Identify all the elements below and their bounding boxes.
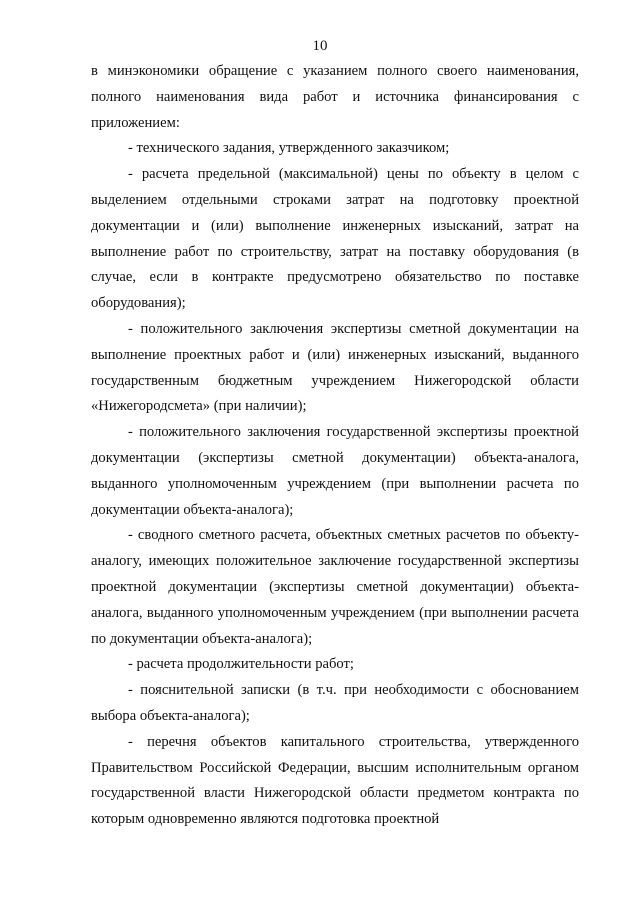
page-number: 10 [312, 38, 328, 54]
list-item-explanatory-note: - пояснительной записки (в т.ч. при необходимости с обоснованием выбора объекта-аналога); [91, 682, 579, 724]
list-item-technical-assignment: - технического задания, утвержденного заказчиком; [128, 140, 450, 157]
list-item-estimate-expertise-conclusion: - положительного заключения экспертизы сметной документации на выполнение проектных работ и (или) инженерных изысканий, выданного государственным бюджетным учреждением Нижегородской области «Нижегородсмета» (при наличии); [91, 320, 579, 415]
document-body [91, 59, 579, 833]
paragraph-application-intro: в минэкономики обращение с указанием полного своего наименования, полного наименования вида работ и источника финансирования с приложением: [91, 63, 579, 131]
list-item-state-expertise-conclusion: - положительного заключения государственной экспертизы проектной документации (экспертизы сметной документации) объекта-аналога, выданного уполномоченным учреждением (при выполнении расчета по документации объекта-аналога); [91, 424, 579, 518]
list-item-capital-construction-list: - перечня объектов капитального строительства, утвержденного Правительством Российской Федерации, высшим исполнительным органом государственной власти Нижегородской области предметом контракта по которым одновременно являются подготовка проектной [91, 733, 579, 828]
list-item-max-price-calculation: - расчета предельной (максимальной) цены по объекту в целом с выделением отдельными строками затрат на подготовку проектной документации и (или) выполнение инженерных изысканий, затрат на выполнение работ по строительству, затрат на поставку оборудования (в случае, если в контракте предусмотрено обязательство по поставке оборудования); [91, 166, 579, 312]
list-item-summary-estimate: - сводного сметного расчета, объектных сметных расчетов по объекту-аналогу, имеющих положительное заключение государственной экспертизы проектной документации (экспертизы сметной документации) объекта-аналога, выданного уполномоченным учреждением (при выполнении расчета по документации объекта-аналога); [91, 527, 579, 647]
list-item-duration-calculation: - расчета продолжительности работ; [128, 656, 354, 673]
